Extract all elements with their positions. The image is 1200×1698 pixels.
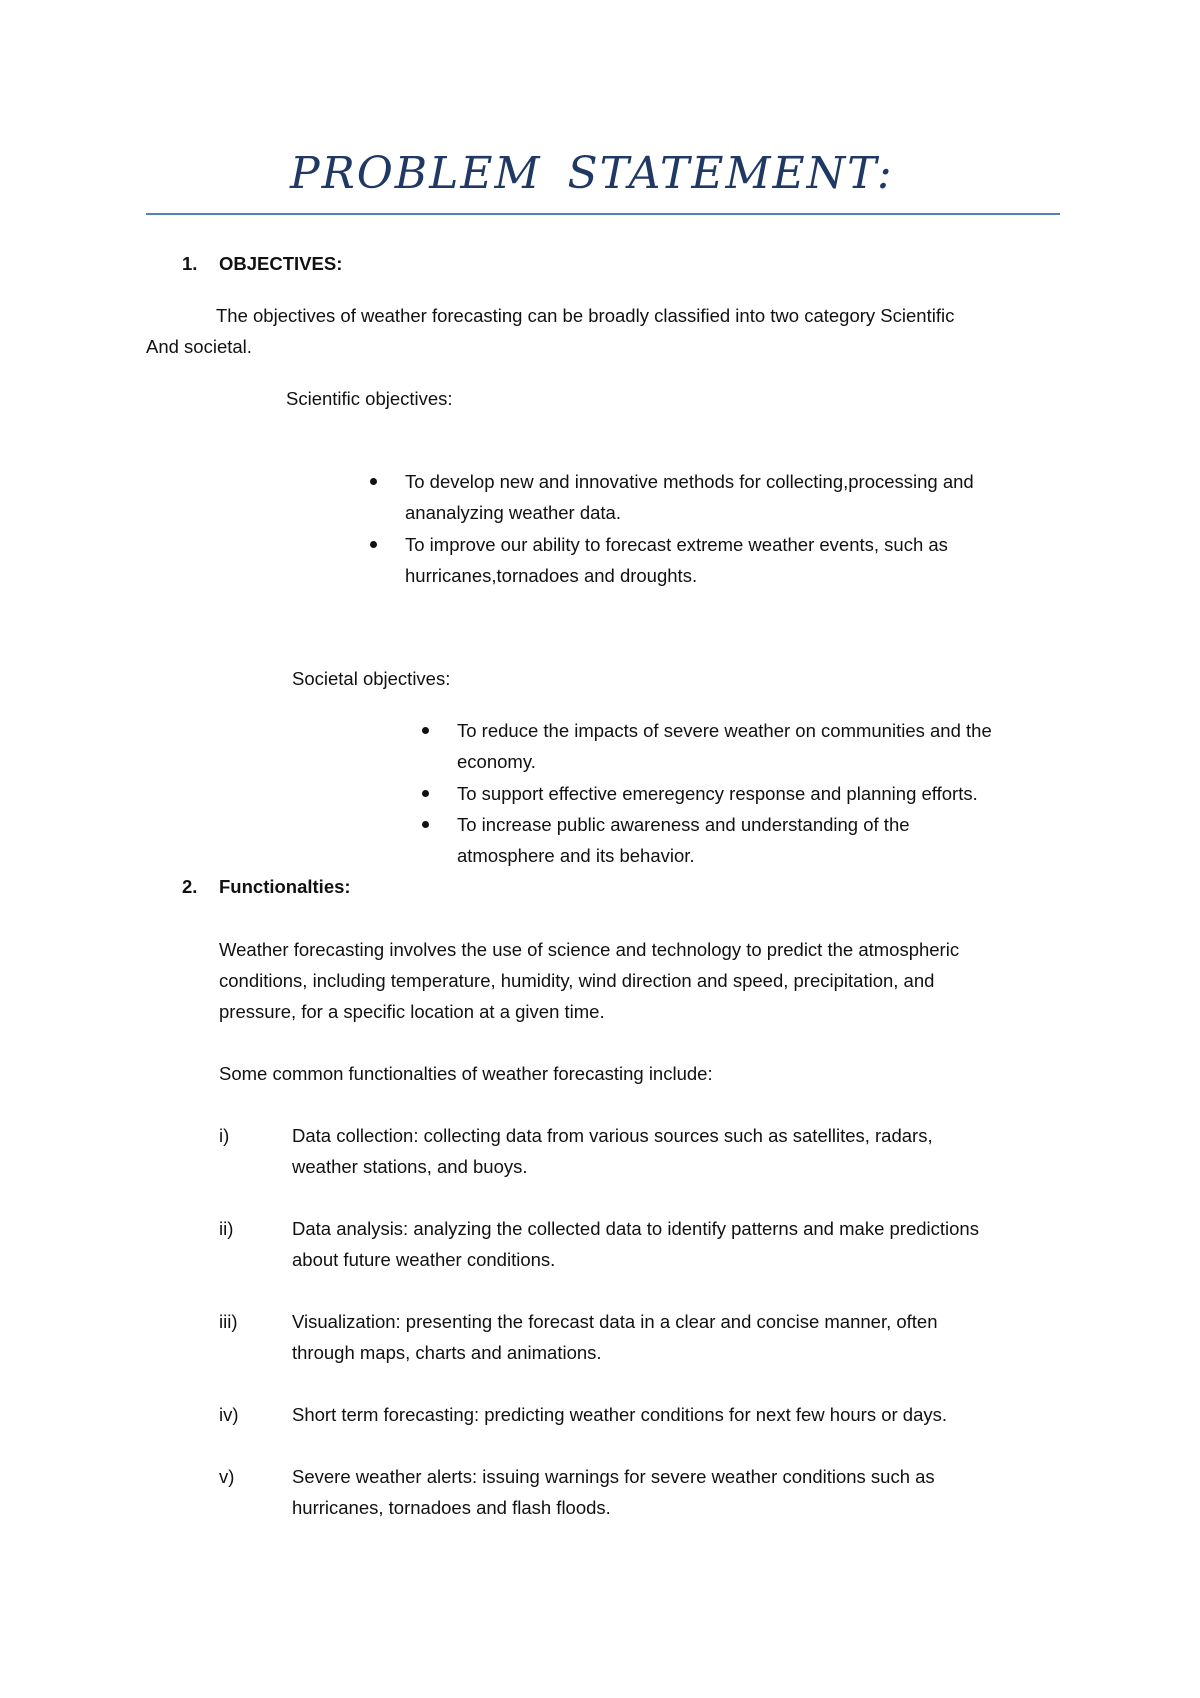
functionalities-para-line-2: conditions, including temperature, humidity, wind direction and speed, precipitation, and — [219, 970, 935, 991]
bullet-icon — [422, 821, 429, 828]
section-2-number: 2. — [182, 876, 198, 897]
list-numeral-v: v) — [219, 1466, 235, 1487]
list-numeral-iii: iii) — [219, 1311, 238, 1332]
list-numeral-i: i) — [219, 1125, 230, 1146]
functionality-5-line-2: hurricanes, tornadoes and flash floods. — [292, 1497, 611, 1518]
list-numeral-iv: iv) — [219, 1404, 239, 1425]
bullet-icon — [422, 727, 429, 734]
common-functionalities-intro: Some common functionalties of weather forecasting include: — [219, 1063, 713, 1084]
objectives-intro-line-1: The objectives of weather forecasting can be broadly classified into two category Scientific — [216, 305, 955, 326]
bullet-icon — [370, 541, 377, 548]
societal-item-3-line-2: atmosphere and its behavior. — [457, 845, 695, 866]
scientific-item-2-line-1: To improve our ability to forecast extreme weather events, such as — [405, 534, 948, 555]
functionality-4-line-1: Short term forecasting: predicting weather conditions for next few hours or days. — [292, 1404, 948, 1425]
societal-objectives-heading: Societal objectives: — [292, 668, 451, 689]
functionality-2-line-2: about future weather conditions. — [292, 1249, 556, 1270]
societal-item-1-line-1: To reduce the impacts of severe weather on communities and the — [457, 720, 992, 741]
scientific-objectives-heading: Scientific objectives: — [286, 388, 453, 409]
bullet-icon — [370, 478, 377, 485]
scientific-item-1-line-1: To develop new and innovative methods for collecting,processing and — [405, 471, 974, 492]
functionality-2-line-1: Data analysis: analyzing the collected data to identify patterns and make predictions — [292, 1218, 979, 1239]
bullet-icon — [422, 790, 429, 797]
functionality-3-line-2: through maps, charts and animations. — [292, 1342, 602, 1363]
section-1-heading: OBJECTIVES: — [219, 253, 343, 274]
functionalities-para-line-1: Weather forecasting involves the use of science and technology to predict the atmospheric — [219, 939, 960, 960]
scientific-item-1-line-2: ananalyzing weather data. — [405, 502, 621, 523]
functionalities-para-line-3: pressure, for a specific location at a given time. — [219, 1001, 605, 1022]
functionality-5-line-1: Severe weather alerts: issuing warnings for severe weather conditions such as — [292, 1466, 935, 1487]
societal-item-3-line-1: To increase public awareness and understanding of the — [457, 814, 910, 835]
list-numeral-ii: ii) — [219, 1218, 234, 1239]
section-2-heading: Functionalties: — [219, 876, 351, 897]
functionality-1-line-2: weather stations, and buoys. — [292, 1156, 528, 1177]
functionality-1-line-1: Data collection: collecting data from various sources such as satellites, radars, — [292, 1125, 933, 1146]
functionality-3-line-1: Visualization: presenting the forecast data in a clear and concise manner, often — [292, 1311, 938, 1332]
objectives-intro-line-2: And societal. — [146, 336, 252, 357]
societal-item-1-line-2: economy. — [457, 751, 536, 772]
section-1-number: 1. — [182, 253, 198, 274]
title-underline — [146, 213, 1060, 215]
page-title: PROBLEM STATEMENT: — [290, 148, 894, 199]
scientific-item-2-line-2: hurricanes,tornadoes and droughts. — [405, 565, 698, 586]
societal-item-2-line-1: To support effective emeregency response and planning efforts. — [457, 783, 978, 804]
